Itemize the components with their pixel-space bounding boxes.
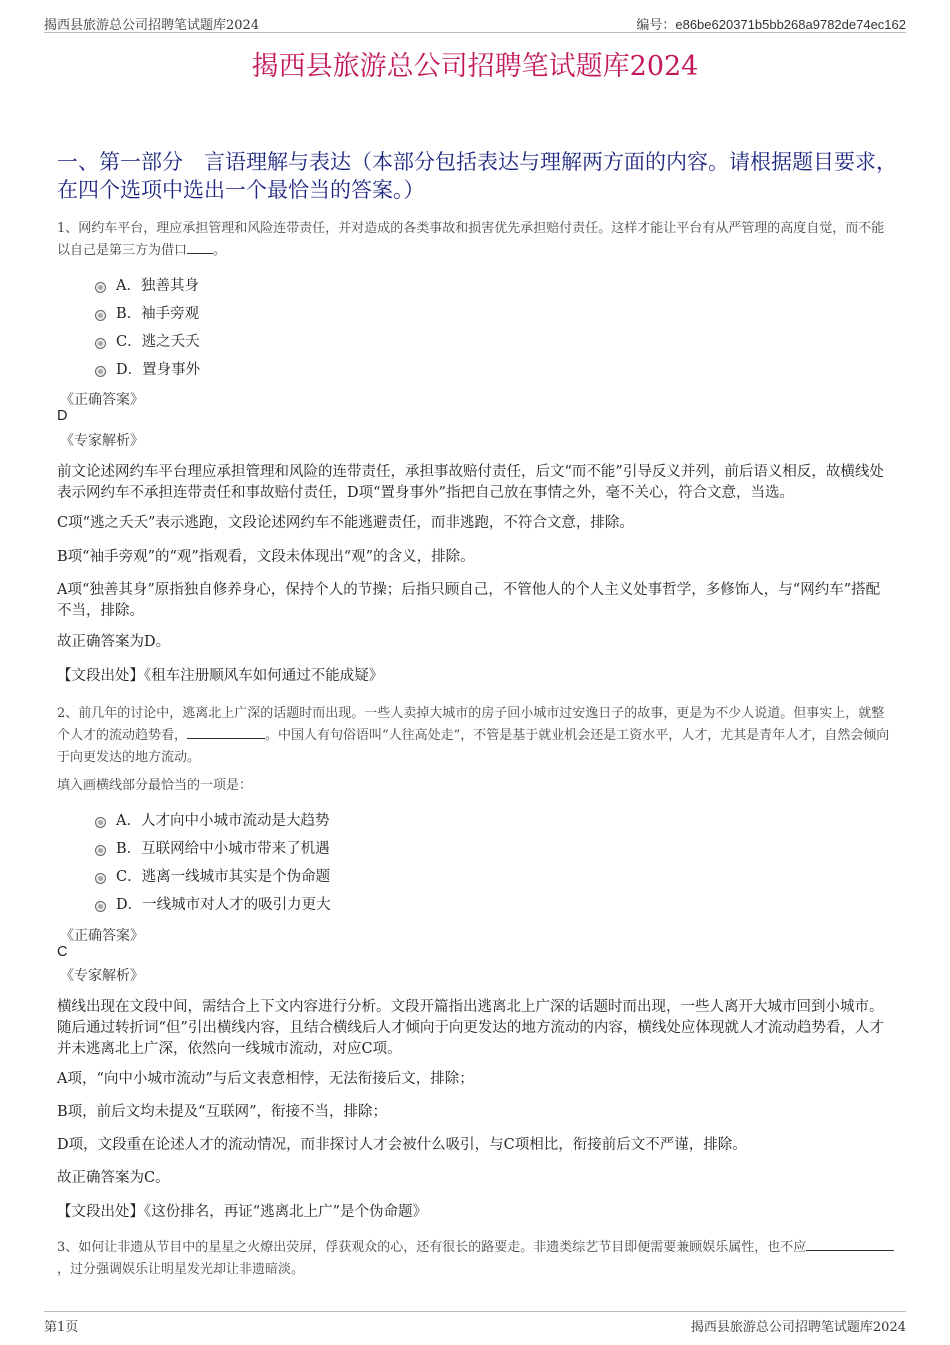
radio-icon[interactable] xyxy=(95,901,106,912)
analysis-paragraph: 横线出现在文段中间，需结合上下文内容进行分析。文段开篇指出逃离北上广深的话题时而出现，一些人离开大城市回到小城市。随后通过转折词“但”引出横线内容，且结合横线后人才倾向于向更发达的地方流动的内容，横线处应体现就人才流动趋势看，人才并未逃离北上广深，依然向一线城市流动，对应C项。 xyxy=(57,999,884,1057)
page-title: 揭西县旅游总公司招聘笔试题库2024 xyxy=(251,51,699,82)
radio-icon[interactable] xyxy=(95,817,106,828)
page-footer xyxy=(44,1311,906,1335)
option-label: A．人才向中小城市流动是大趋势 xyxy=(116,813,330,829)
analysis-conclusion: 故正确答案为D。 xyxy=(57,634,171,650)
option-label: B．袖手旁观 xyxy=(116,306,200,322)
option-label: D．一线城市对人才的吸引力更大 xyxy=(116,897,331,913)
section-heading: 一、第一部分 言语理解与表达（本部分包括表达与理解两方面的内容。请根据题目要求，在四个选项中选出一个最恰当的答案。） xyxy=(57,150,897,202)
header-doc-title: 揭西县旅游总公司招聘笔试题库2024 xyxy=(44,18,260,33)
question-1-stem-text: 1、网约车平台，理应承担管理和风险连带责任，并对造成的各类事故和损害优先承担赔付责任。这样才能让平台有从严管理的高度自觉，而不能以自己是第三方为借口 xyxy=(57,221,885,258)
analysis-paragraph: A项，“向中小城市流动”与后文表意相悖，无法衔接后文，排除； xyxy=(57,1071,474,1087)
source-citation: 【文段出处】《这份排名，再证“逃离北上广”是个伪命题》 xyxy=(57,1204,428,1220)
option-c[interactable] xyxy=(95,867,330,887)
radio-icon[interactable] xyxy=(95,282,106,293)
footer-doc-title: 揭西县旅游总公司招聘笔试题库2024 xyxy=(690,1320,906,1335)
option-label: C．逃之夭夭 xyxy=(116,334,200,350)
answer-label: 《正确答案》 xyxy=(60,928,144,944)
option-d[interactable] xyxy=(95,360,200,380)
option-a[interactable] xyxy=(95,276,199,296)
question-3-stem-text: 3、如何让非遗从节目中的星星之火燎出荧屏，俘获观众的心，还有很长的路要走。非遗类综艺节目即便需要兼顾娱乐属性，也不应 xyxy=(57,1240,807,1255)
radio-icon[interactable] xyxy=(95,845,106,856)
source-citation: 【文段出处】《租车注册顺风车如何通过不能成疑》 xyxy=(57,668,384,684)
answer-blank xyxy=(187,253,213,254)
analysis-paragraph: A项“独善其身”原指独自修养身心，保持个人的节操；后指只顾自己，不管他人的个人主义处事哲学，多修饰人，与“网约车”搭配不当，排除。 xyxy=(57,582,881,619)
page-header xyxy=(44,14,906,33)
radio-icon[interactable] xyxy=(95,366,106,377)
page-number: 第1页 xyxy=(44,1320,79,1335)
answer-value: D xyxy=(57,408,68,424)
answer-blank xyxy=(187,738,265,739)
option-d[interactable] xyxy=(95,895,331,915)
radio-icon[interactable] xyxy=(95,338,106,349)
radio-icon[interactable] xyxy=(95,310,106,321)
answer-value: C xyxy=(57,944,68,960)
option-b[interactable] xyxy=(95,839,330,859)
analysis-label: 《专家解析》 xyxy=(60,433,144,449)
option-label: A．独善其身 xyxy=(116,278,199,294)
question-2-stem-text: 2、前几年的讨论中，逃离北上广深的话题时而出现。一些人卖掉大城市的房子回小城市过安逸日子的故事，更是为不少人说道。但事实上，就整个人才的流动趋势看， xyxy=(57,706,885,743)
question-3-stem xyxy=(57,1237,897,1281)
question-3-stem-end: ，过分强调娱乐让明星发光却让非遗暗淡。 xyxy=(57,1262,305,1277)
header-doc-id: 编号：e86be620371b5bb268a9782de74ec162 xyxy=(636,17,906,32)
option-label: D．置身事外 xyxy=(116,362,201,378)
question-2-stem xyxy=(57,703,897,769)
answer-label: 《正确答案》 xyxy=(60,392,144,408)
question-2-stem-end: 。中国人有句俗语叫“人往高处走”，不管是基于就业机会还是工资水平，人才，尤其是青年人才，自然会倾向于向更发达的地方流动。 xyxy=(57,728,890,765)
option-c[interactable] xyxy=(95,332,200,352)
answer-blank xyxy=(806,1250,894,1251)
analysis-paragraph: D项，文段重在论述人才的流动情况，而非探讨人才会被什么吸引，与C项相比，衔接前后文不严谨，排除。 xyxy=(57,1137,747,1153)
question-1-stem-end: 。 xyxy=(213,243,227,258)
option-a[interactable] xyxy=(95,811,329,831)
option-label: C．逃离一线城市其实是个伪命题 xyxy=(116,869,331,885)
analysis-paragraph: B项，前后文均未提及“互联网”，衔接不当，排除； xyxy=(57,1104,387,1120)
option-label: B．互联网给中小城市带来了机遇 xyxy=(116,841,330,857)
option-b[interactable] xyxy=(95,304,199,324)
question-2-prompt: 填入画横线部分最恰当的一项是： xyxy=(57,778,253,793)
analysis-paragraph: 前文论述网约车平台理应承担管理和风险的连带责任，承担事故赔付责任，后文“而不能”引导反义并列，前后语义相反，故横线处表示网约车不承担连带责任和事故赔付责任，D项“置身事外”指把自己放在事情之外，毫不关心，符合文意，当选。 xyxy=(57,464,884,501)
radio-icon[interactable] xyxy=(95,873,106,884)
analysis-paragraph: C项“逃之夭夭”表示逃跑，文段论述网约车不能逃避责任，而非逃跑，不符合文意，排除。 xyxy=(57,515,634,531)
analysis-paragraph: B项“袖手旁观”的“观”指观看，文段未体现出“观”的含义，排除。 xyxy=(57,549,475,565)
analysis-conclusion: 故正确答案为C。 xyxy=(57,1170,170,1186)
analysis-label: 《专家解析》 xyxy=(60,968,144,984)
question-1-stem xyxy=(57,218,897,262)
